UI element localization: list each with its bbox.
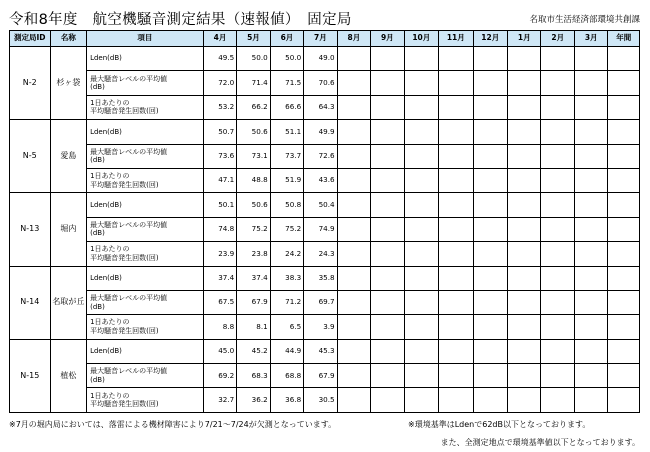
empty-cell (337, 315, 370, 339)
empty-cell (439, 95, 473, 119)
empty-cell (574, 95, 607, 119)
empty-cell (404, 168, 438, 192)
column-header: 10月 (404, 31, 438, 47)
empty-cell (404, 315, 438, 339)
measurement-item-line: 最大騒音レベルの平均値 (90, 367, 168, 376)
empty-cell (574, 315, 607, 339)
empty-cell (371, 217, 404, 241)
measurement-item-line: 1日あたりの (90, 245, 130, 254)
month-value: 50.0 (270, 47, 303, 71)
measurement-item-line: 平均騒音発生回数(回) (90, 180, 159, 189)
empty-cell (574, 290, 607, 314)
column-header: 項目 (87, 31, 204, 47)
empty-cell (439, 47, 473, 71)
station-name: 愛島 (50, 120, 87, 193)
empty-cell (404, 193, 438, 217)
empty-cell (439, 339, 473, 363)
empty-cell (439, 388, 473, 412)
empty-cell (371, 364, 404, 388)
empty-cell (608, 339, 640, 363)
empty-cell (371, 47, 404, 71)
empty-cell (541, 217, 574, 241)
month-value: 23.9 (203, 242, 236, 266)
station-id: N-13 (10, 193, 51, 266)
month-value: 30.5 (304, 388, 337, 412)
month-value: 53.2 (203, 95, 236, 119)
empty-cell (508, 339, 541, 363)
empty-cell (608, 242, 640, 266)
table-row (10, 315, 640, 339)
column-header: 測定局ID (10, 31, 51, 47)
empty-cell (508, 95, 541, 119)
measurement-item-line: (dB) (90, 229, 105, 238)
measurement-item (87, 339, 204, 363)
measurement-item-line: Lden(dB) (90, 54, 122, 63)
empty-cell (508, 266, 541, 290)
measurement-item-line: 1日あたりの (90, 391, 130, 400)
empty-cell (541, 266, 574, 290)
empty-cell (508, 120, 541, 144)
measurement-item-line: 1日あたりの (90, 98, 130, 107)
month-value: 48.8 (237, 168, 270, 192)
measurement-item-line: Lden(dB) (90, 273, 122, 282)
empty-cell (541, 242, 574, 266)
empty-cell (473, 47, 507, 71)
month-value: 69.2 (203, 364, 236, 388)
page-title: 令和8年度 航空機騒音測定結果（速報値） 固定局 (9, 12, 352, 28)
column-header: 年間 (608, 31, 640, 47)
month-value: 47.1 (203, 168, 236, 192)
table-row (10, 388, 640, 412)
empty-cell (439, 193, 473, 217)
column-header: 11月 (439, 31, 473, 47)
month-value: 67.9 (237, 290, 270, 314)
month-value: 23.8 (237, 242, 270, 266)
month-value: 67.5 (203, 290, 236, 314)
empty-cell (608, 95, 640, 119)
empty-cell (574, 144, 607, 168)
empty-cell (404, 217, 438, 241)
empty-cell (608, 47, 640, 71)
empty-cell (473, 339, 507, 363)
empty-cell (541, 71, 574, 95)
empty-cell (404, 388, 438, 412)
month-value: 66.6 (270, 95, 303, 119)
measurement-item-line: 1日あたりの (90, 172, 130, 181)
empty-cell (473, 144, 507, 168)
table-row (10, 242, 640, 266)
station-id: N-2 (10, 47, 51, 120)
month-value: 35.8 (304, 266, 337, 290)
empty-cell (541, 339, 574, 363)
empty-cell (371, 266, 404, 290)
measurement-item (87, 120, 204, 144)
empty-cell (404, 71, 438, 95)
table-row (10, 193, 640, 217)
empty-cell (337, 388, 370, 412)
empty-cell (508, 217, 541, 241)
empty-cell (473, 315, 507, 339)
empty-cell (371, 242, 404, 266)
month-value: 32.7 (203, 388, 236, 412)
empty-cell (574, 217, 607, 241)
month-value: 49.9 (304, 120, 337, 144)
empty-cell (404, 144, 438, 168)
column-header: 12月 (473, 31, 507, 47)
empty-cell (541, 95, 574, 119)
table-body (10, 47, 640, 413)
empty-cell (337, 290, 370, 314)
measurement-table (9, 30, 640, 413)
note-outage: ※7月の堀内局においては、落雷による機材障害により7/21～7/24が欠測となっています。 (9, 420, 337, 429)
table-row (10, 47, 640, 71)
measurement-item (87, 217, 204, 241)
empty-cell (541, 290, 574, 314)
month-value: 51.9 (270, 168, 303, 192)
empty-cell (508, 47, 541, 71)
month-value: 43.6 (304, 168, 337, 192)
empty-cell (608, 290, 640, 314)
department-name: 名取市生活経済部環境共創課 (529, 15, 640, 25)
measurement-item (87, 290, 204, 314)
table-row (10, 144, 640, 168)
empty-cell (337, 364, 370, 388)
column-header: 9月 (371, 31, 404, 47)
month-value: 49.0 (304, 47, 337, 71)
measurement-item-line: Lden(dB) (90, 127, 122, 136)
column-header: 1月 (508, 31, 541, 47)
measurement-item (87, 242, 204, 266)
month-value: 8.8 (203, 315, 236, 339)
month-value: 71.4 (237, 71, 270, 95)
empty-cell (439, 290, 473, 314)
empty-cell (371, 339, 404, 363)
empty-cell (404, 339, 438, 363)
empty-cell (608, 120, 640, 144)
empty-cell (371, 193, 404, 217)
measurement-item-line: Lden(dB) (90, 200, 122, 209)
note-standard: ※環境基準はLdenで62dB以下となっております。 (408, 420, 591, 429)
empty-cell (541, 193, 574, 217)
month-value: 50.1 (203, 193, 236, 217)
month-value: 36.8 (270, 388, 303, 412)
empty-cell (371, 290, 404, 314)
empty-cell (473, 193, 507, 217)
empty-cell (541, 315, 574, 339)
empty-cell (508, 364, 541, 388)
measurement-item-line: Lden(dB) (90, 347, 122, 356)
station-name: 名取が丘 (50, 266, 87, 339)
empty-cell (404, 47, 438, 71)
measurement-item-line: (dB) (90, 156, 105, 165)
empty-cell (574, 71, 607, 95)
empty-cell (473, 290, 507, 314)
station-name: 堀内 (50, 193, 87, 266)
empty-cell (608, 193, 640, 217)
month-value: 74.9 (304, 217, 337, 241)
measurement-item (87, 193, 204, 217)
month-value: 70.6 (304, 71, 337, 95)
table-row (10, 339, 640, 363)
month-value: 49.5 (203, 47, 236, 71)
station-id: N-15 (10, 339, 51, 412)
empty-cell (508, 193, 541, 217)
month-value: 73.7 (270, 144, 303, 168)
month-value: 38.3 (270, 266, 303, 290)
empty-cell (439, 120, 473, 144)
month-value: 73.1 (237, 144, 270, 168)
empty-cell (371, 388, 404, 412)
empty-cell (608, 388, 640, 412)
measurement-item-line: 最大騒音レベルの平均値 (90, 220, 168, 229)
measurement-item-line: (dB) (90, 302, 105, 311)
month-value: 50.7 (203, 120, 236, 144)
empty-cell (371, 168, 404, 192)
column-header: 7月 (304, 31, 337, 47)
empty-cell (337, 71, 370, 95)
empty-cell (337, 266, 370, 290)
month-value: 37.4 (203, 266, 236, 290)
empty-cell (371, 95, 404, 119)
station-name: 杉ヶ袋 (50, 47, 87, 120)
month-value: 68.3 (237, 364, 270, 388)
measurement-item (87, 266, 204, 290)
station-id: N-14 (10, 266, 51, 339)
table-row (10, 71, 640, 95)
month-value: 50.0 (237, 47, 270, 71)
measurement-item (87, 364, 204, 388)
month-value: 45.0 (203, 339, 236, 363)
month-value: 72.6 (304, 144, 337, 168)
empty-cell (473, 266, 507, 290)
month-value: 75.2 (237, 217, 270, 241)
month-value: 3.9 (304, 315, 337, 339)
table-row (10, 168, 640, 192)
empty-cell (473, 388, 507, 412)
empty-cell (574, 339, 607, 363)
measurement-item-line: 最大騒音レベルの平均値 (90, 147, 168, 156)
measurement-item (87, 144, 204, 168)
month-value: 72.0 (203, 71, 236, 95)
empty-cell (508, 168, 541, 192)
empty-cell (608, 144, 640, 168)
empty-cell (439, 217, 473, 241)
empty-cell (541, 168, 574, 192)
empty-cell (608, 266, 640, 290)
empty-cell (574, 364, 607, 388)
month-value: 36.2 (237, 388, 270, 412)
empty-cell (439, 315, 473, 339)
empty-cell (541, 120, 574, 144)
month-value: 69.7 (304, 290, 337, 314)
month-value: 50.8 (270, 193, 303, 217)
empty-cell (541, 364, 574, 388)
table-row (10, 266, 640, 290)
empty-cell (337, 217, 370, 241)
empty-cell (404, 266, 438, 290)
empty-cell (508, 388, 541, 412)
table-row (10, 364, 640, 388)
empty-cell (337, 339, 370, 363)
month-value: 37.4 (237, 266, 270, 290)
empty-cell (371, 120, 404, 144)
empty-cell (574, 120, 607, 144)
empty-cell (574, 388, 607, 412)
empty-cell (541, 388, 574, 412)
month-value: 71.5 (270, 71, 303, 95)
column-header: 3月 (574, 31, 607, 47)
month-value: 71.2 (270, 290, 303, 314)
empty-cell (473, 71, 507, 95)
month-value: 50.6 (237, 120, 270, 144)
month-value: 44.9 (270, 339, 303, 363)
month-value: 64.3 (304, 95, 337, 119)
empty-cell (541, 47, 574, 71)
empty-cell (404, 290, 438, 314)
empty-cell (473, 364, 507, 388)
month-value: 75.2 (270, 217, 303, 241)
empty-cell (439, 242, 473, 266)
empty-cell (337, 193, 370, 217)
month-value: 6.5 (270, 315, 303, 339)
month-value: 24.3 (304, 242, 337, 266)
column-header: 5月 (237, 31, 270, 47)
table-row (10, 95, 640, 119)
empty-cell (508, 71, 541, 95)
column-header: 2月 (541, 31, 574, 47)
measurement-item-line: (dB) (90, 375, 105, 384)
month-value: 66.2 (237, 95, 270, 119)
empty-cell (508, 290, 541, 314)
empty-cell (404, 242, 438, 266)
measurement-item-line: 1日あたりの (90, 318, 130, 327)
empty-cell (574, 168, 607, 192)
month-value: 68.8 (270, 364, 303, 388)
empty-cell (574, 266, 607, 290)
empty-cell (439, 144, 473, 168)
empty-cell (608, 364, 640, 388)
table-row (10, 120, 640, 144)
empty-cell (608, 217, 640, 241)
empty-cell (473, 217, 507, 241)
empty-cell (337, 120, 370, 144)
month-value: 50.4 (304, 193, 337, 217)
empty-cell (371, 144, 404, 168)
empty-cell (337, 242, 370, 266)
empty-cell (574, 47, 607, 71)
empty-cell (404, 95, 438, 119)
empty-cell (508, 144, 541, 168)
month-value: 67.9 (304, 364, 337, 388)
measurement-item-line: 最大騒音レベルの平均値 (90, 294, 168, 303)
month-value: 74.8 (203, 217, 236, 241)
empty-cell (337, 47, 370, 71)
empty-cell (337, 168, 370, 192)
empty-cell (337, 144, 370, 168)
empty-cell (541, 144, 574, 168)
month-value: 24.2 (270, 242, 303, 266)
empty-cell (439, 364, 473, 388)
measurement-item (87, 47, 204, 71)
empty-cell (439, 168, 473, 192)
empty-cell (473, 242, 507, 266)
column-header: 4月 (203, 31, 236, 47)
month-value: 45.3 (304, 339, 337, 363)
measurement-item (87, 315, 204, 339)
empty-cell (608, 168, 640, 192)
measurement-item-line: 平均騒音発生回数(回) (90, 326, 159, 335)
column-header: 名称 (50, 31, 87, 47)
measurement-item-line: 平均騒音発生回数(回) (90, 400, 159, 409)
measurement-item-line: 平均騒音発生回数(回) (90, 253, 159, 262)
month-value: 50.6 (237, 193, 270, 217)
empty-cell (371, 315, 404, 339)
empty-cell (473, 95, 507, 119)
column-header: 6月 (270, 31, 303, 47)
empty-cell (473, 120, 507, 144)
measurement-item (87, 95, 204, 119)
table-header-row (10, 31, 640, 47)
empty-cell (371, 71, 404, 95)
empty-cell (439, 71, 473, 95)
column-header: 8月 (337, 31, 370, 47)
empty-cell (608, 315, 640, 339)
empty-cell (508, 315, 541, 339)
table-row (10, 217, 640, 241)
measurement-item (87, 168, 204, 192)
month-value: 73.6 (203, 144, 236, 168)
station-name: 植松 (50, 339, 87, 412)
measurement-item (87, 71, 204, 95)
month-value: 51.1 (270, 120, 303, 144)
empty-cell (337, 95, 370, 119)
empty-cell (608, 71, 640, 95)
measurement-item-line: 平均騒音発生回数(回) (90, 107, 159, 116)
measurement-item (87, 388, 204, 412)
empty-cell (404, 364, 438, 388)
note-compliance: また、全測定地点で環境基準値以下となっております。 (440, 438, 640, 447)
month-value: 45.2 (237, 339, 270, 363)
empty-cell (473, 168, 507, 192)
table-row (10, 290, 640, 314)
month-value: 8.1 (237, 315, 270, 339)
measurement-item-line: 最大騒音レベルの平均値 (90, 74, 168, 83)
empty-cell (574, 242, 607, 266)
empty-cell (404, 120, 438, 144)
empty-cell (574, 193, 607, 217)
empty-cell (439, 266, 473, 290)
measurement-item-line: (dB) (90, 83, 105, 92)
station-id: N-5 (10, 120, 51, 193)
empty-cell (508, 242, 541, 266)
